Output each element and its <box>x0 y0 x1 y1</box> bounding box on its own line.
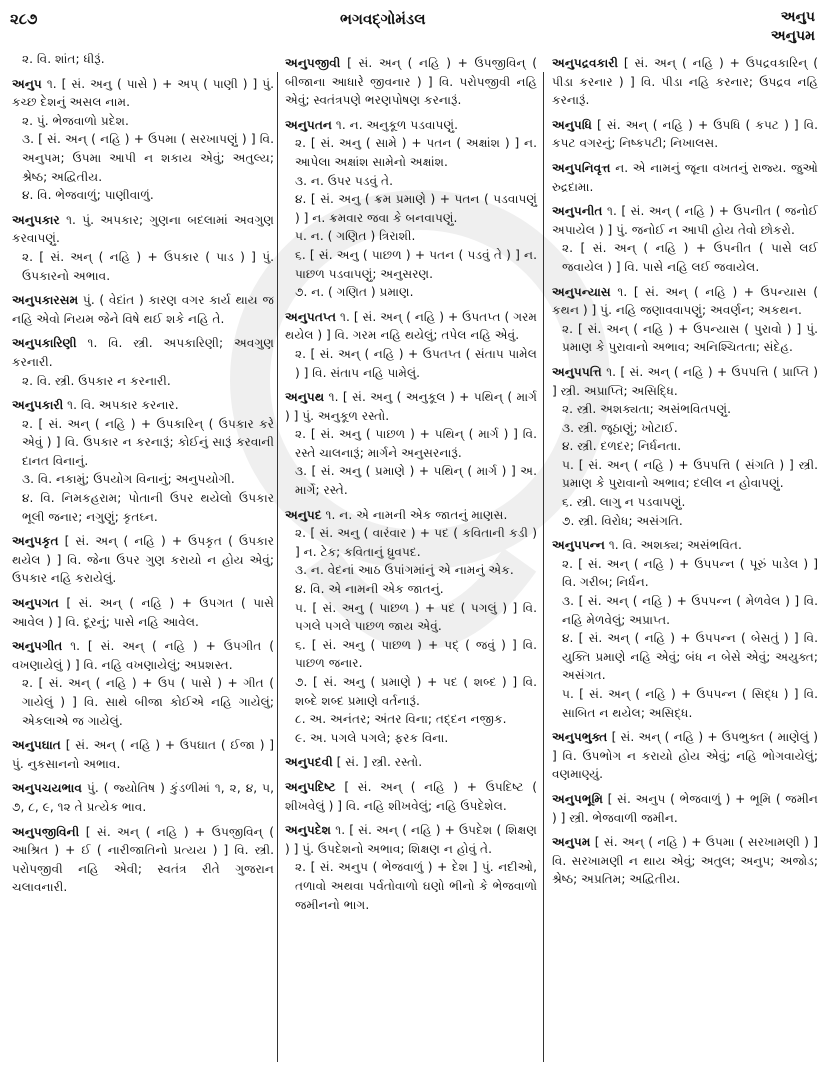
sense-definition: ૧. [ સં. અન્ ( નહિ ) + ઉપપત્તિ ( પ્રાપ્તિ ) ] સ્ત્રી. અપ્રાપ્તિ; અસિદ્ધિ. <box>552 364 818 398</box>
dictionary-entry <box>552 536 818 722</box>
dictionary-entry <box>285 753 537 772</box>
sense-definition: [ સં. અનુપ ( ભેજવાળું ) + ભૂમિ ( જમીન ) ] સ્ત્રી. ભેજવાળી જમીન. <box>552 791 818 825</box>
sense-definition: ૬. સ્ત્રી. લાગુ ન પડવાપણું. <box>562 495 686 510</box>
sense-definition: ૨. [ સં. અનુપ ( ભેજવાળું ) + દેશ ] પું. નદીઓ, તળાવો અથવા પર્વતોવાળો ઘણો ભીનો કે ભેજવાળો જમીનનો ભાગ. <box>295 860 537 912</box>
headword: અનુપભૂમિ <box>552 791 603 806</box>
dictionary-entry <box>12 779 274 816</box>
headword: અનુપધિ <box>552 117 592 132</box>
dictionary-entry <box>552 159 818 196</box>
sense-definition: ૪. વિ. નિમકહરામ; પોતાની ઉપર થયેલો ઉપકાર ભૂલી જનાર; નગુણું; કૃતઘ્ન. <box>22 491 274 524</box>
headword: અનુપભુક્ત <box>552 730 608 745</box>
guide-words <box>771 8 815 46</box>
sense-definition: ૨. પું. ભેજવાળો પ્રદેશ. <box>22 113 129 128</box>
sense-definition: [ સં. અન્ ( નહિ ) + ઉપજીવિન્ ( બીજાના આધારે જીવનાર ) ] વિ. પરોપજીવી નહિ એવું; સ્વતંત્રપણે ભરણપોષણ કરનારૂં. <box>285 56 537 108</box>
sense-definition: ૨. સ્ત્રી. અશક્યતા; અસંભવિતપણું. <box>562 402 731 417</box>
headword: અનુપગીત <box>12 639 63 654</box>
sense-definition: ૪. [ સં. અન્ ( નહિ ) + ઉપપન્ન ( બેસતું ) ] વિ. યુક્તિ પ્રમાણે નહિ એવું; બંધ ન બેસે એવું; અયુક્ત; અસંગત. <box>562 631 818 683</box>
sense-definition: ૩. ન. ઉપર પડવું તે. <box>295 173 394 188</box>
dictionary-entry <box>12 637 274 730</box>
dictionary-entry <box>552 363 818 530</box>
dictionary-entry <box>285 388 537 500</box>
guide-word-last: અનુપમ <box>770 28 815 44</box>
sense-definition: ૩. [ સં. અનુ ( પ્રમાણે ) + પથિન્ ( માર્ગ ) ] અ. માર્ગે; રસ્તે. <box>295 464 537 498</box>
dictionary-entry <box>12 211 274 285</box>
headword: અનુપદિષ્ટ <box>285 779 336 794</box>
sense-definition: ૬. [ સં. અનુ ( પાછળ ) + પદ્ ( જવું ) ] વિ. પાછળ જનાર. <box>295 637 537 671</box>
sense-definition: [ સં. અન્ ( નહિ ) + ઉપજીવિન્ ( આશ્રિત ) + ઈ ( નારીજાતિનો પ્રત્યય ) ] વિ. સ્ત્રી. પરોપજીવી નહિ એવી; સ્વતંત્ર રીતે ગુજરાન ચલાવનારી. <box>12 824 274 895</box>
headword: અનુપકાર <box>12 212 60 227</box>
headword: અનુપકારી <box>12 398 64 413</box>
sense-definition: ૨. [ સં. અન્ ( નહિ ) + ઉપકાર ( પાડ ) ] પું. ઉપકારનો અભાવ. <box>22 249 274 283</box>
sense-definition: ૫. [ સં. અન્ ( નહિ ) + ઉપપત્તિ ( સંગતિ ) ] સ્ત્રી. પ્રમાણ કે પુરાવાનો અભાવ; દલીલ ન હોવાપણું. <box>562 457 818 491</box>
sense-definition: [ સં. અન્ ( નહિ ) + ઉપકૃત ( ઉપકાર થયેલ ) ] વિ. જેના ઉપર ગુણ કરાયો ન હોય એવું; ઉપકાર નહિ કરાયેલું. <box>12 534 274 586</box>
sense-definition: ૮. અ. અનંતર; અંતર વિના; તદ્દન નજીક. <box>295 712 507 727</box>
dictionary-entry <box>285 308 537 382</box>
column-3 <box>552 54 818 895</box>
headword: અનુપકારિણી <box>12 336 77 351</box>
sense-definition: ૩. વિ. નકામું; ઉપયોગ વિનાનું; અનુપયોગી. <box>22 472 235 487</box>
sense-definition: ૧. વિ. અશક્ય; અસંભવિત. <box>608 538 742 553</box>
dictionary-entry <box>285 821 537 914</box>
page-number: ૨૮૭ <box>10 10 38 28</box>
dictionary-entry <box>552 790 818 827</box>
sense-definition: ૧. પું. અપકાર; ગુણના બદલામાં અવગુણ કરવાપણું. <box>12 212 274 246</box>
dictionary-entry <box>552 728 818 784</box>
sense-definition: ૧. [ સં. અન્ ( નહિ ) + ઉપગીત ( વખણાયેલું ) ] વિ. નહિ વખણાયેલું; અપ્રશસ્ત. <box>12 639 274 672</box>
sense-definition: ૧. વિ. અપકાર કરનાર. <box>67 398 179 413</box>
sense-definition: ૧. [ સં. અનુ ( અનુકૂલ ) + પથિન્ ( માર્ગ ) ] પું. અનુકૂળ રસ્તો. <box>285 390 538 423</box>
sense-definition: ૨. [ સં. અન્ ( નહિ ) + ઉપપન્ન ( પૂરું પાડેલ ) ] વિ. ગરીબ; નિર્ધન. <box>562 556 818 590</box>
sense-definition: [ સં. અન્ ( નહિ ) + ઉપભુક્ત ( માણેલું ) ] વિ. ઉપભોગ ન કરાયો હોય એવું; નહિ ભોગવાયેલું; વણમાણ્યું. <box>552 730 818 782</box>
sense-definition: ૧. ન. એ નામની એક જાતનું માણસ. <box>325 507 508 522</box>
dictionary-entry <box>12 823 274 897</box>
headword: અનુપતન <box>285 117 333 132</box>
headword: અનુપતપ્ત <box>285 309 337 324</box>
sense-definition: ૨. [ સં. અન્ ( નહિ ) + ઉપન્યાસ ( પુરાવો ) ] પું. પ્રમાણ કે પુરાવાનો અભાવ; અનિશ્ચિતતા; સંદેહ. <box>562 321 818 355</box>
sense-definition: ૧. વિ. સ્ત્રી. અપકારિણી; અવગુણ કરનારી. <box>12 336 274 369</box>
sense-definition: [ સં. અન્ ( નહિ ) + ઉપગત ( પાસે આવેલ ) ] વિ. દૂરનું; પાસે નહિ આવેલ. <box>12 596 275 629</box>
headword: અનુપપન્ન <box>552 538 605 553</box>
sense-definition: [ સં. અન્ ( નહિ ) + ઉપમા ( સરખામણી ) ] વિ. સરખામણી ન થાય એવું; અતુલ; અનુપ; અજોડ; શ્રેષ્ઠ; અપ્રતિમ; અદ્વિતીય. <box>552 835 818 887</box>
sense-definition: ૩. ન. વેદનાં આઠ ઉપાંગમાંનું એ નામનું એક. <box>295 563 514 578</box>
sense-definition: ૨. [ સં. અન્ ( નહિ ) + ઉપ ( પાસે ) + ગીત ( ગાયેલું ) ] વિ. સાથે બીજા કોઈએ નહિ ગાયેલું; એકલાએ જ ગાયેલું. <box>22 676 274 728</box>
sense-definition: ૭. સ્ત્રી. વિરોધ; અસંગતિ. <box>562 513 683 528</box>
sense-definition: ૪. સ્ત્રી. દળદર; નિર્ધનતા. <box>562 439 682 454</box>
dictionary-entry <box>12 334 274 390</box>
headword: અનુપજીવી <box>285 56 341 70</box>
dictionary-entry <box>12 594 274 631</box>
page-header <box>0 0 825 52</box>
sense-definition: [ સં. ] સ્ત્રી. રસ્તો. <box>336 755 423 770</box>
headword: અનુપગત <box>12 596 59 611</box>
sense-definition: ૫. [ સં. અન્ ( નહિ ) + ઉપપન્ન ( સિદ્ધ ) ] વિ. સાબિત ન થયેલ; અસિદ્ધ. <box>562 687 818 720</box>
guide-word-first: અનુપ <box>780 9 815 25</box>
sense-definition: ૬. [ સં. અનુ ( પાછળ ) + પતન ( પડવું તે ) ] ન. પાછળ પડવાપણું; અનુસરણ. <box>295 247 537 281</box>
sense-definition: ૧. [ સં. અન્ ( નહિ ) + ઉપતપ્ત ( ગરમ થયેલ ) ] વિ. ગરમ નહિ થયેલું; તપેલ નહિ એવું. <box>285 309 537 343</box>
dictionary-entry <box>285 506 537 748</box>
dictionary-entry <box>12 396 274 526</box>
dictionary-body <box>0 50 825 1070</box>
column-1 <box>12 50 274 903</box>
sense-definition: ૨. [ સં. અન્ ( નહિ ) + ઉપતપ્ત ( સંતાપ પામેલ ) ] વિ. સંતાપ નહિ પામેલું. <box>295 346 537 380</box>
headword: અનુપદેશ <box>285 823 332 838</box>
dictionary-entry <box>12 736 274 773</box>
sense-definition: ૪. [ સં. અનુ ( ક્રમ પ્રમાણે ) + પતન ( પડવાપણું ) ] ન. ક્રમવાર જવા કે બનવાપણું. <box>295 192 537 225</box>
sense-definition: ૩. [ સં. અન્ ( નહિ ) + ઉપપન્ન ( મેળવેલ ) ] વિ. નહિ મેળવેલું; અપ્રાપ્ત. <box>562 594 818 627</box>
headword: અનુપદવી <box>285 755 333 770</box>
sense-definition: ૩. [ સં. અન્ ( નહિ ) + ઉપમા ( સરખાપણું ) ] વિ. અનુપમ; ઉપમા આપી ન શકાય એવું; અતુલ્ય; શ્રેષ્ઠ; અદ્વિતીય. <box>22 132 274 184</box>
dictionary-entry <box>12 75 274 205</box>
running-title: ભગવદ્ગોમંડલ <box>340 10 426 28</box>
headword: અનુપમ <box>552 835 591 850</box>
headword: અનુપકૃત <box>12 534 59 549</box>
column-2 <box>285 54 537 920</box>
sense-definition: ૨. વિ. સ્ત્રી. ઉપકાર ન કરનારી. <box>22 373 171 388</box>
dictionary-entry <box>552 54 818 110</box>
sense-definition: [ સં. અન્ ( નહિ ) + ઉપધિ ( કપટ ) ] વિ. કપટ વગરનું; નિષ્કપટી; નિખાલસ. <box>552 117 818 151</box>
sense-definition: ૨. [ સં. અનુ ( સામે ) + પતન ( અક્ષાંશ ) ] ન. આપેલા અક્ષાંશ સામેનો અક્ષાંશ. <box>295 136 537 169</box>
dictionary-entry <box>552 283 818 357</box>
headword: અનુપજીવિની <box>12 824 80 839</box>
headword: અનુપન્યાસ <box>552 284 611 299</box>
headword: અનુપપત્તિ <box>552 364 602 379</box>
headword: અનુપનીત <box>552 204 603 219</box>
dictionary-entry <box>285 54 537 110</box>
sense-definition: ૨. [ સં. અન્ ( નહિ ) + ઉપકારિન્ ( ઉપકાર કરે એવું ) ] વિ. ઉપકાર ન કરનારૂં; કોઈનું સારૂં કરવાની દાનત વિનાનું. <box>22 416 274 468</box>
sense-definition: [ સં. અન્ ( નહિ ) + ઉપદિષ્ટ ( શીખવેલું ) ] વિ. નહિ શીખવેલું; નહિ ઉપદેશેલ. <box>285 779 537 813</box>
dictionary-entry <box>285 116 537 302</box>
sense-definition: ૧. [ સં. અન્ ( નહિ ) + ઉપનીત ( જનોઈ અપાયેલ ) ] પું. જનોઈ ન આપી હોય તેવો છોકરો. <box>552 204 818 237</box>
sense-definition: ૫. ન. ( ગણિત ) ત્રિરાશી. <box>295 229 416 244</box>
headword: અનુપકારસમ <box>12 293 79 308</box>
sense-definition: ૯. અ. પગલે પગલે; ફરક વિના. <box>295 730 449 745</box>
headword: અનુપઘાત <box>12 738 61 753</box>
sense-definition: ૨. [ સં. અનુ ( વારંવાર ) + પદ ( કવિતાની કડી ) ] ન. ટેક; કવિતાનું ધ્રુવપદ. <box>295 526 537 559</box>
sense-definition: પું. ( વેદાંત ) કારણ વગર કાર્ય થાય જ નહિ એવો નિયમ જેને વિષે થઈ શકે નહિ તે. <box>12 293 275 326</box>
dictionary-entry <box>12 50 274 69</box>
sense-definition: ન. એ નામનું જૂના વખતનું રાજ્ય. જુઓ રુદ્રદામા. <box>552 160 819 194</box>
sense-definition: ૧. [ સં. અનુ ( પાસે ) + અપ્ ( પાણી ) ] પું. કચ્છ દેશનું અસલ નામ. <box>12 76 274 110</box>
sense-definition: ૨. વિ. શાંત; ધીરૂં. <box>22 52 105 66</box>
headword: અનુપનિવૃત્ત <box>552 160 611 175</box>
sense-definition: ૧. ન. અનુકૂળ પડવાપણું. <box>335 117 458 132</box>
sense-definition: ૫. [ સં. અનુ ( પાછળ ) + પદ ( પગલું ) ] વિ. પગલે પગલે પાછળ જાય એવું. <box>295 600 537 634</box>
sense-definition: [ સં. અન્ ( નહિ ) + ઉપઘાત ( ઈજા ) ] પું. નુકસાનનો અભાવ. <box>12 738 275 771</box>
sense-definition: ૭. [ સં. અનુ ( પ્રમાણે ) + પદ ( શબ્દ ) ] વિ. શબ્દે શબ્દ પ્રમાણે વર્તનારૂં. <box>295 675 537 708</box>
sense-definition: ૪. વિ. ભેજવાળું; પાણીવાળું. <box>22 188 154 203</box>
headword: અનુપદ્રવકારી <box>552 56 619 70</box>
sense-definition: ૨. [ સં. અન્ ( નહિ ) + ઉપનીત ( પાસે લઈ જવાયેલ ) ] વિ. પાસે નહિ લઈ જવાયેલ. <box>562 241 818 274</box>
sense-definition: ૭. ન. ( ગણિત ) પ્રમાણ. <box>295 285 414 300</box>
sense-definition: ૨. [ સં. અનુ ( પાછળ ) + પથિન્ ( માર્ગ ) ] વિ. રસ્તે ચાલનારૂં; માર્ગને અનુસરનારૂં. <box>295 427 537 460</box>
sense-definition: ૩. સ્ત્રી. જૂઠાણું; ખોટાઈ. <box>562 420 678 435</box>
headword: અનુપચયભાવ <box>12 781 82 796</box>
sense-definition: ૪. વિ. એ નામની એક જાતનું. <box>295 582 444 597</box>
sense-definition: પું. ( જ્યોતિષ ) કુંડળીમાં ૧, ૨, ૪, ૫, ૭, ૮, ૯, ૧૨ તે પ્રત્યેક ભાવ. <box>12 781 275 814</box>
dictionary-entry <box>552 833 818 889</box>
dictionary-entry <box>285 778 537 815</box>
dictionary-entry <box>552 116 818 153</box>
dictionary-entry <box>552 202 818 276</box>
sense-definition: [ સં. અન્ ( નહિ ) + ઉપદ્રવકારિન્ ( પીડા કરનાર ) ] વિ. પીડા નહિ કરનાર; ઉપદ્રવ નહિ કરનારૂં. <box>552 56 818 108</box>
dictionary-entry <box>12 532 274 588</box>
dictionary-entry <box>12 291 274 328</box>
sense-definition: ૧. [ સં. અન્ ( નહિ ) + ઉપન્યાસ ( કથન ) ] પું. નહિ જણાવવાપણું; અવર્ણન; અકથન. <box>552 284 818 318</box>
headword: અનુપદ <box>285 507 322 522</box>
headword: અનુપ <box>12 76 42 91</box>
headword: અનુપથ <box>285 390 325 405</box>
sense-definition: ૧. [ સં. અન્ ( નહિ ) + ઉપદેશ ( શિક્ષણ ) ] પું. ઉપદેશનો અભાવ; શિક્ષણ ન હોવું તે. <box>285 823 537 856</box>
